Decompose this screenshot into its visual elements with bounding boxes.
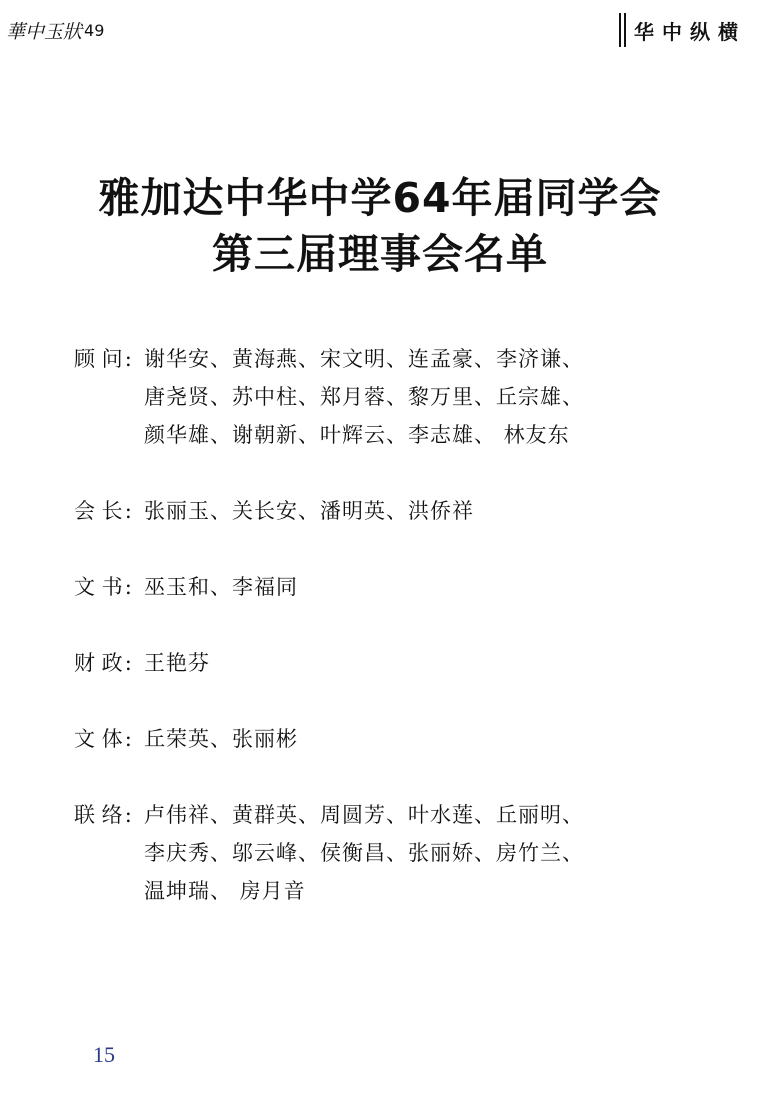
names-line: 王艳芬 (144, 651, 210, 675)
role-label: 财 政 (74, 651, 123, 675)
role-recreation: 文 体: 丘荣英、张丽彬 (74, 720, 714, 758)
role-label: 联 络 (74, 803, 123, 827)
names-line: 颜华雄、谢朝新、叶辉云、李志雄、 林友东 (144, 423, 570, 447)
role-label: 文 书 (74, 575, 123, 599)
page-number: 15 (93, 1042, 115, 1067)
names-line: 谢华安、黄海燕、宋文明、连孟豪、李济谦、 (144, 347, 584, 371)
role-names (144, 568, 714, 606)
role-names (144, 340, 714, 454)
column-bars-decoration (619, 13, 626, 47)
role-names (144, 492, 714, 530)
role-names (144, 796, 714, 910)
names-line: 唐尧贤、苏中柱、郑月蓉、黎万里、丘宗雄、 (144, 385, 584, 409)
names-line: 卢伟祥、黄群英、周圆芳、叶水莲、丘丽明、 (144, 803, 584, 827)
role-president: 会 长: 张丽玉、关长安、潘明英、洪侨祥 (74, 492, 714, 530)
publication-name: 華中玉狀 (6, 20, 83, 43)
document-title (0, 170, 760, 282)
names-line: 张丽玉、关长安、潘明英、洪侨祥 (144, 499, 474, 523)
names-line: 李庆秀、邬云峰、侯衡昌、张丽娇、房竹兰、 (144, 841, 584, 865)
title-line: 第三届理事会名单 (212, 230, 548, 278)
role-label: 文 体 (74, 727, 123, 751)
member-roster (74, 340, 714, 948)
issue-number: 49 (84, 20, 105, 40)
role-advisors: 顾 问: 谢华安、黄海燕、宋文明、连孟豪、李济谦、 唐尧贤、苏中柱、郑月蓉、黎万里、丘宗雄、 颜华雄、谢朝新、叶辉云、李志雄、 林友东 (74, 340, 714, 454)
names-line: 温坤瑞、 房月音 (144, 879, 306, 903)
role-secretary: 文 书: 巫玉和、李福同 (74, 568, 714, 606)
role-label: 会 长 (74, 499, 123, 523)
role-treasurer: 财 政: 王艳芬 (74, 644, 714, 682)
role-liaison: 联 络: 卢伟祥、黄群英、周圆芳、叶水莲、丘丽明、 李庆秀、邬云峰、侯衡昌、张丽娇、房竹兰、 温坤瑞、 房月音 (74, 796, 714, 910)
names-line: 巫玉和、李福同 (144, 575, 298, 599)
names-line: 丘荣英、张丽彬 (144, 727, 298, 751)
publication-header (6, 10, 104, 50)
column-header (619, 10, 746, 50)
title-line: 雅加达中华中学64年届同学会 (98, 174, 662, 222)
role-names (144, 644, 714, 682)
column-name: 华中纵横 (634, 19, 746, 44)
role-names (144, 720, 714, 758)
role-label: 顾 问 (74, 347, 123, 371)
